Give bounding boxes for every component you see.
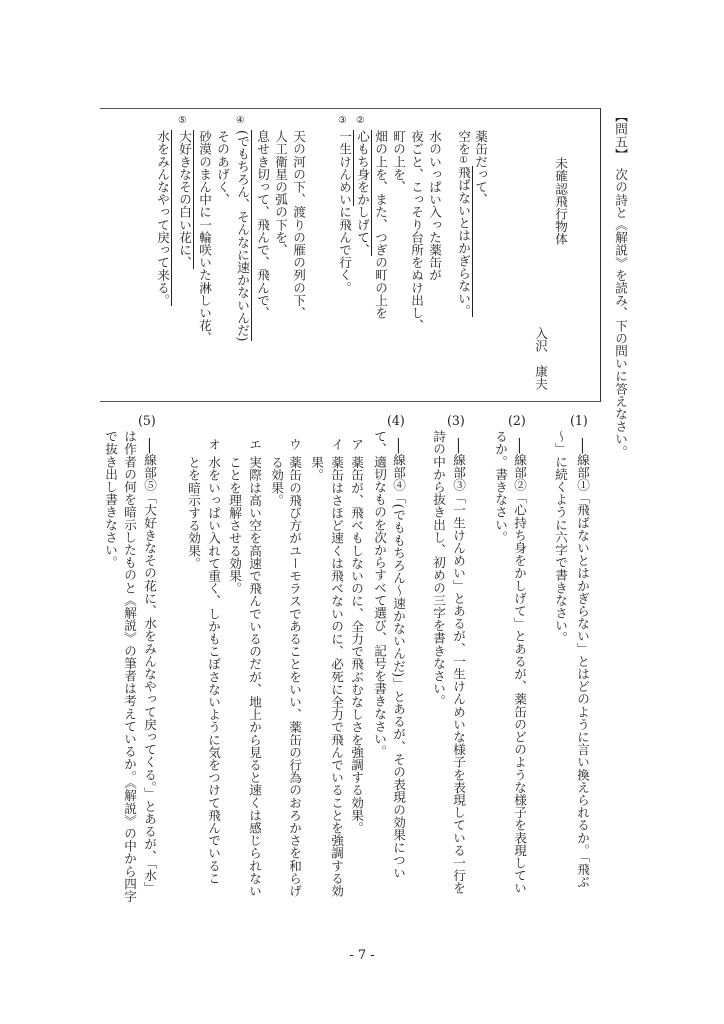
q4-option-e-cont: とを暗示する効果。 [186, 456, 201, 570]
option-key: イ [329, 438, 344, 451]
q2-text: ──線部②「心持ち身をかしげて」とあるが、薬缶のどのような様子を表現してい [512, 438, 527, 895]
poem-line [234, 130, 250, 341]
option-key: ウ [287, 438, 302, 451]
page-number: - 7 - [349, 948, 375, 963]
option-text: 実際は高い空を高速で飛んでいるのだが、地上から見ると速くは感じられない [247, 455, 262, 897]
option-text: 薬缶はさほど速くは飛べないのに、必死に全力で飛んでいることを強調する効 [329, 455, 344, 897]
option-key: ア [349, 438, 364, 451]
q4-option-c-cont: る効果。 [269, 456, 284, 507]
poem-line: 畑の上を、また、つぎの町の上を [373, 130, 388, 319]
q4-option-b [328, 438, 344, 897]
mark-4: ④ [236, 115, 245, 126]
question-header [612, 110, 628, 458]
poem-line: そのあげく、 [215, 130, 230, 206]
poem-line [154, 130, 170, 306]
question-label: 【問五】 [613, 110, 628, 161]
option-key: エ [247, 438, 262, 451]
underline-4: (でもちろん、そんなに速かないんだ) [235, 130, 250, 342]
poem-line: 夜ごと、こっそり台所をぬけ出し、 [409, 130, 424, 332]
poem-title: 未確認飛行物体 [553, 157, 568, 246]
option-key: オ [206, 438, 221, 451]
q2-text: るか。書きなさい。 [493, 430, 508, 544]
underline-3: 一生けんめい [337, 130, 352, 206]
q4-option-b-cont: 果。 [309, 456, 324, 482]
underline-2: 心もち身をかしげて、 [355, 130, 370, 256]
mark-1: ① [458, 155, 469, 167]
mark-2: ② [356, 115, 365, 126]
poem-line: 薬缶だって、 [473, 130, 488, 206]
q4-option-a [348, 438, 364, 834]
option-text: 薬缶の飛び方がユーモラスであることをいい、薬缶の行為のおろかさを和らげ [287, 455, 302, 897]
question-instruction: 次の詩と《解説》を読み、下の問いに答えなさい。 [613, 168, 628, 459]
poem-line: 息せき切って、飛んで、飛んで、 [255, 130, 270, 319]
q1-text: 〜」に続くように六字で書きなさい。 [553, 430, 568, 645]
underline-5a: 大好きなその白い花に、 [177, 130, 192, 269]
q3-number: (3) [447, 413, 465, 428]
q5-text: で抜き出し書きなさい。 [103, 430, 118, 569]
poem-line [336, 130, 352, 294]
q4-option-d-cont: ことを理解させる効果。 [227, 456, 242, 595]
underline-5b: 水をみんなやって戻って来る。 [155, 130, 170, 307]
q4-text: て、適切なものを次からすべて選び、記号を書きなさい。 [372, 430, 387, 758]
q5-number: (5) [138, 413, 156, 428]
option-text: 薬缶が、飛べもしないのに、全力で飛ぶむなしさを強調する効果。 [349, 455, 364, 834]
poem-line [455, 130, 471, 317]
q4-number: (4) [387, 413, 405, 428]
poem-line: 水のいっぱい入った薬缶が [427, 130, 442, 282]
q4-option-d [246, 438, 262, 897]
q1-text: ──線部①「飛ばないとはかぎらない」とはどのように言い換えられるか。「飛ぶ [575, 438, 590, 888]
q4-text: ──線部④「(でももちろん〜速かないんだ)」とあるが、その表現の効果につい [391, 438, 406, 879]
poem-author: 入沢 康夫 [533, 327, 548, 390]
q5-text: は作者の何を暗示したものと《解説》の筆者は考えているか。《解説》の中から四字 [122, 430, 137, 903]
q3-text: 詩の中から抜き出し、初めの三字を書きなさい。 [431, 430, 446, 708]
underline-1: 飛ばないとはかぎらない。 [456, 166, 471, 318]
q4-option-e [205, 438, 221, 884]
option-text: 水をいっぱい入れて重く、しかもこぼさないように気をつけて飛んでいるこ [206, 455, 221, 885]
poem-line: 町の上を、 [391, 130, 406, 193]
q1-number: (1) [570, 413, 588, 428]
poem-text: に飛んで行く。 [337, 205, 352, 294]
q3-text: ──線部③「一生けんめい」とあるが、一生けんめいな様子を表現している一行を [451, 438, 466, 895]
mark-5: ⑤ [178, 115, 187, 126]
q2-number: (2) [508, 413, 526, 428]
poem-line: 人工衛星の弧の下を、 [273, 130, 288, 256]
poem-line [354, 130, 370, 256]
poem-line [176, 130, 192, 269]
poem-line: 砂漠のまん中に一輪咲いた淋しい花、 [197, 130, 212, 345]
poem-text: 空を [456, 130, 471, 156]
q4-option-c [286, 438, 302, 897]
poem-line: 天の河の下、渡りの雁の列の下、 [291, 130, 306, 319]
mark-3: ③ [338, 115, 347, 126]
q5-text: ──線部⑤「大好きなその花に、水をみんなやって戻ってくる。」とあるが、「水」 [142, 438, 157, 895]
